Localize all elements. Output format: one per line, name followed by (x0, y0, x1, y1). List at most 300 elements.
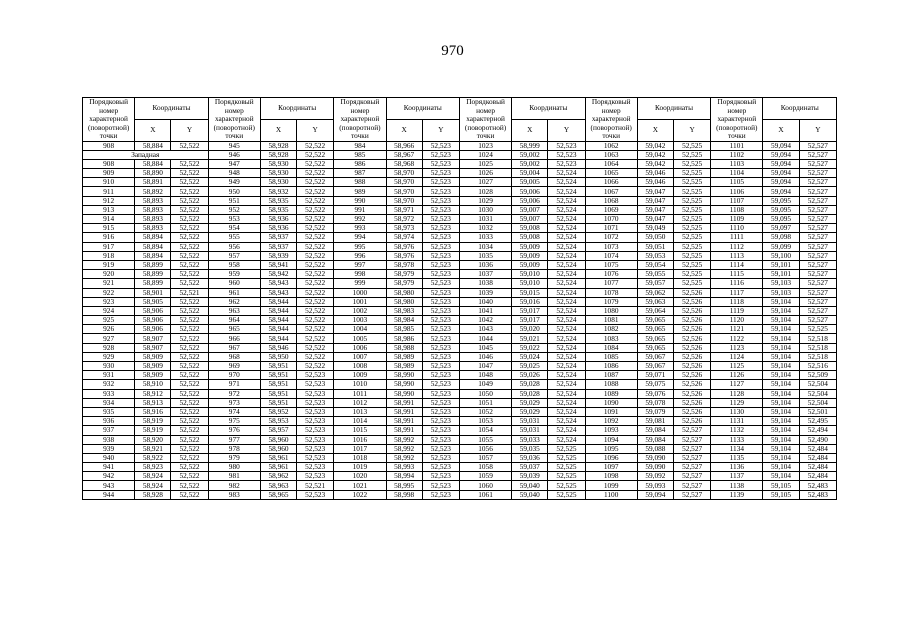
point-number-cell: 1112 (711, 242, 763, 251)
point-number-cell: 1026 (459, 169, 511, 178)
y-cell: 52,522 (297, 279, 334, 288)
y-cell: 52,526 (674, 362, 711, 371)
y-cell: 52,523 (297, 417, 334, 426)
y-cell: 52,518 (799, 352, 836, 361)
point-number-cell: 1079 (585, 297, 637, 306)
point-number-cell: 937 (83, 426, 135, 435)
x-cell: 58,985 (386, 325, 422, 334)
x-cell: 58,988 (386, 343, 422, 352)
y-cell: 52,527 (799, 178, 836, 187)
y-cell: 52,484 (799, 463, 836, 472)
y-cell: 52,523 (422, 316, 459, 325)
y-cell: 52,522 (171, 371, 208, 380)
point-number-cell: 1041 (459, 306, 511, 315)
y-cell: 52,522 (171, 407, 208, 416)
point-number-cell: 944 (83, 490, 135, 499)
y-cell: 52,524 (548, 242, 585, 251)
y-cell: 52,527 (799, 279, 836, 288)
y-cell: 52,523 (422, 481, 459, 490)
point-number-cell: 1069 (585, 205, 637, 214)
point-number-cell: 980 (208, 463, 260, 472)
y-cell: 52,522 (297, 141, 334, 150)
y-cell: 52,527 (674, 481, 711, 490)
y-cell: 52,524 (548, 380, 585, 389)
y-cell: 52,522 (171, 316, 208, 325)
point-number-cell: 942 (83, 472, 135, 481)
y-cell: 52,523 (297, 389, 334, 398)
y-cell: 52,527 (799, 251, 836, 260)
y-cell: 52,523 (297, 453, 334, 462)
x-cell: 58,998 (386, 490, 422, 499)
point-number-cell: 1138 (711, 481, 763, 490)
y-cell: 52,526 (674, 407, 711, 416)
y-cell: 52,527 (799, 306, 836, 315)
y-cell: 52,525 (674, 187, 711, 196)
x-cell: 58,971 (386, 205, 422, 214)
x-cell: 58,980 (386, 297, 422, 306)
x-cell: 58,910 (135, 380, 171, 389)
y-cell: 52,525 (674, 169, 711, 178)
x-cell: 58,930 (260, 178, 296, 187)
y-cell: 52,522 (171, 352, 208, 361)
header-x: X (637, 119, 673, 141)
point-number-cell: 965 (208, 325, 260, 334)
y-cell: 52,525 (674, 233, 711, 242)
point-number-cell: 1006 (334, 343, 386, 352)
point-number-cell: 1107 (711, 196, 763, 205)
x-cell: 58,967 (386, 150, 422, 159)
y-cell: 52,526 (674, 380, 711, 389)
x-cell: 58,930 (260, 169, 296, 178)
point-number-cell: 1047 (459, 362, 511, 371)
y-cell: 52,522 (297, 260, 334, 269)
y-cell: 52,522 (171, 334, 208, 343)
x-cell: 59,042 (637, 141, 673, 150)
x-cell: 59,051 (637, 242, 673, 251)
x-cell: 59,037 (512, 463, 548, 472)
point-number-cell: 975 (208, 417, 260, 426)
header-coordinates: Координаты (512, 98, 585, 120)
x-cell: 58,999 (512, 141, 548, 150)
y-cell: 52,522 (171, 178, 208, 187)
x-cell: 59,104 (763, 463, 799, 472)
header-point-number: Порядковый номер характерной (поворотной) точки (459, 98, 511, 142)
point-number-cell: 909 (83, 169, 135, 178)
y-cell: 52,523 (422, 306, 459, 315)
point-number-cell: 1135 (711, 453, 763, 462)
point-number-cell: 1071 (585, 224, 637, 233)
point-number-cell: 1053 (459, 417, 511, 426)
point-number-cell: 941 (83, 463, 135, 472)
point-number-cell: 1096 (585, 453, 637, 462)
y-cell: 52,523 (422, 389, 459, 398)
point-number-cell: 990 (334, 196, 386, 205)
table-row (83, 490, 837, 499)
x-cell: 58,930 (260, 159, 296, 168)
point-number-cell: 1002 (334, 306, 386, 315)
x-cell: 58,923 (135, 463, 171, 472)
y-cell: 52,522 (171, 343, 208, 352)
point-number-cell: 998 (334, 270, 386, 279)
point-number-cell: 1099 (585, 481, 637, 490)
y-cell: 52,522 (297, 205, 334, 214)
point-number-cell: 1101 (711, 141, 763, 150)
x-cell: 59,104 (763, 407, 799, 416)
header-point-number: Порядковый номер характерной (поворотной) точки (711, 98, 763, 142)
x-cell: 58,921 (135, 444, 171, 453)
y-cell: 52,527 (799, 260, 836, 269)
point-number-cell: 1110 (711, 224, 763, 233)
x-cell: 59,065 (637, 334, 673, 343)
point-number-cell: 1063 (585, 150, 637, 159)
point-number-cell: 1130 (711, 407, 763, 416)
x-cell: 58,992 (386, 453, 422, 462)
point-number-cell: 988 (334, 178, 386, 187)
x-cell: 58,989 (386, 352, 422, 361)
point-number-cell: 1121 (711, 325, 763, 334)
y-cell: 52,523 (422, 279, 459, 288)
point-number-cell: 1097 (585, 463, 637, 472)
point-number-cell: 1068 (585, 196, 637, 205)
x-cell: 59,024 (512, 352, 548, 361)
table-row (83, 297, 837, 306)
x-cell: 58,899 (135, 270, 171, 279)
y-cell: 52,524 (548, 288, 585, 297)
y-cell: 52,526 (674, 343, 711, 352)
point-number-cell: 924 (83, 306, 135, 315)
y-cell: 52,523 (297, 380, 334, 389)
y-cell: 52,522 (171, 233, 208, 242)
x-cell: 58,989 (386, 362, 422, 371)
point-number-cell: 1012 (334, 398, 386, 407)
x-cell: 59,104 (763, 435, 799, 444)
y-cell: 52,523 (422, 417, 459, 426)
point-number-cell: 955 (208, 233, 260, 242)
x-cell: 58,963 (260, 481, 296, 490)
x-cell: 58,951 (260, 398, 296, 407)
point-number-cell: 960 (208, 279, 260, 288)
x-cell: 58,905 (135, 297, 171, 306)
y-cell: 52,525 (674, 196, 711, 205)
point-number-cell: 914 (83, 215, 135, 224)
x-cell: 58,976 (386, 242, 422, 251)
x-cell: 59,105 (763, 490, 799, 499)
point-number-cell: 916 (83, 233, 135, 242)
point-number-cell: 1029 (459, 196, 511, 205)
point-number-cell: 963 (208, 306, 260, 315)
point-number-cell: 967 (208, 343, 260, 352)
y-cell: 52,522 (171, 444, 208, 453)
x-cell: 59,009 (512, 242, 548, 251)
table-row (83, 334, 837, 343)
point-number-cell: 994 (334, 233, 386, 242)
x-cell: 58,990 (386, 389, 422, 398)
y-cell: 52,525 (674, 215, 711, 224)
x-cell: 59,097 (763, 224, 799, 233)
point-number-cell: 999 (334, 279, 386, 288)
y-cell: 52,523 (548, 150, 585, 159)
y-cell: 52,522 (297, 316, 334, 325)
y-cell: 52,522 (171, 325, 208, 334)
x-cell: 59,100 (763, 251, 799, 260)
y-cell: 52,527 (674, 472, 711, 481)
x-cell: 59,029 (512, 398, 548, 407)
point-number-cell: 1059 (459, 472, 511, 481)
point-number-cell: 1021 (334, 481, 386, 490)
header-x: X (135, 119, 171, 141)
y-cell: 52,523 (297, 444, 334, 453)
y-cell: 52,522 (171, 472, 208, 481)
x-cell: 59,104 (763, 352, 799, 361)
y-cell: 52,526 (674, 389, 711, 398)
point-number-cell: 1000 (334, 288, 386, 297)
table-row (83, 453, 837, 462)
x-cell: 58,916 (135, 407, 171, 416)
header-y: Y (171, 119, 208, 141)
x-cell: 59,063 (637, 297, 673, 306)
point-number-cell: 913 (83, 205, 135, 214)
table-row (83, 141, 837, 150)
x-cell: 59,047 (637, 196, 673, 205)
x-cell: 59,047 (637, 205, 673, 214)
point-number-cell: 1085 (585, 352, 637, 361)
point-number-cell: 950 (208, 187, 260, 196)
y-cell: 52,483 (799, 490, 836, 499)
point-number-cell: 946 (208, 150, 260, 159)
x-cell: 59,008 (512, 233, 548, 242)
y-cell: 52,524 (548, 297, 585, 306)
y-cell: 52,525 (674, 141, 711, 150)
x-cell: 58,944 (260, 306, 296, 315)
table-row (83, 444, 837, 453)
y-cell: 52,523 (422, 159, 459, 168)
x-cell: 59,039 (512, 472, 548, 481)
point-number-cell: 1032 (459, 224, 511, 233)
y-cell: 52,494 (799, 426, 836, 435)
point-number-cell: 1019 (334, 463, 386, 472)
y-cell: 52,525 (674, 242, 711, 251)
x-cell: 59,004 (512, 169, 548, 178)
point-number-cell: 1051 (459, 398, 511, 407)
y-cell: 52,523 (422, 187, 459, 196)
header-y: Y (799, 119, 836, 141)
y-cell: 52,522 (171, 362, 208, 371)
x-cell: 59,040 (512, 481, 548, 490)
y-cell: 52,522 (171, 426, 208, 435)
point-number-cell: 991 (334, 205, 386, 214)
y-cell: 52,527 (799, 224, 836, 233)
point-number-cell: 985 (334, 150, 386, 159)
x-cell: 59,104 (763, 297, 799, 306)
x-cell: 59,053 (637, 251, 673, 260)
x-cell: 59,075 (637, 380, 673, 389)
y-cell: 52,522 (171, 380, 208, 389)
point-number-cell: 982 (208, 481, 260, 490)
point-number-cell: 936 (83, 417, 135, 426)
y-cell: 52,522 (171, 389, 208, 398)
point-number-cell: 1077 (585, 279, 637, 288)
y-cell: 52,525 (674, 159, 711, 168)
x-cell: 58,986 (386, 334, 422, 343)
x-cell: 59,079 (637, 407, 673, 416)
y-cell: 52,522 (297, 251, 334, 260)
y-cell: 52,527 (799, 316, 836, 325)
y-cell: 52,524 (548, 251, 585, 260)
point-number-cell: 931 (83, 371, 135, 380)
y-cell: 52,523 (422, 362, 459, 371)
point-number-cell: 1016 (334, 435, 386, 444)
point-number-cell: 1061 (459, 490, 511, 499)
y-cell: 52,522 (171, 417, 208, 426)
y-cell: 52,525 (548, 453, 585, 462)
x-cell: 58,993 (386, 463, 422, 472)
header-point-number: Порядковый номер характерной (поворотной) точки (208, 98, 260, 142)
x-cell: 58,984 (386, 316, 422, 325)
x-cell: 59,094 (763, 150, 799, 159)
x-cell: 59,105 (763, 481, 799, 490)
point-number-cell: 1120 (711, 316, 763, 325)
x-cell: 59,042 (637, 159, 673, 168)
point-number-cell: 995 (334, 242, 386, 251)
x-cell: 59,017 (512, 306, 548, 315)
point-number-cell: 954 (208, 224, 260, 233)
point-number-cell: 989 (334, 187, 386, 196)
table-row (83, 270, 837, 279)
y-cell: 52,523 (297, 472, 334, 481)
page-number: 970 (441, 43, 464, 59)
x-cell: 59,002 (512, 150, 548, 159)
x-cell: 58,893 (135, 224, 171, 233)
point-number-cell: 997 (334, 260, 386, 269)
point-number-cell: 1070 (585, 215, 637, 224)
y-cell: 52,524 (548, 389, 585, 398)
x-cell: 58,936 (260, 224, 296, 233)
point-number-cell: 1137 (711, 472, 763, 481)
y-cell: 52,524 (548, 224, 585, 233)
point-number-cell: 1014 (334, 417, 386, 426)
y-cell: 52,504 (799, 398, 836, 407)
y-cell: 52,522 (171, 169, 208, 178)
x-cell: 58,935 (260, 196, 296, 205)
x-cell: 58,932 (260, 187, 296, 196)
point-number-cell: 1023 (459, 141, 511, 150)
point-number-cell: 1015 (334, 426, 386, 435)
y-cell: 52,522 (297, 233, 334, 242)
y-cell: 52,523 (422, 325, 459, 334)
y-cell: 52,522 (297, 224, 334, 233)
y-cell: 52,526 (674, 371, 711, 380)
point-number-cell: 947 (208, 159, 260, 168)
x-cell: 58,952 (260, 407, 296, 416)
point-number-cell: 908 (83, 159, 135, 168)
point-number-cell: 1123 (711, 343, 763, 352)
y-cell: 52,526 (674, 288, 711, 297)
y-cell: 52,523 (422, 398, 459, 407)
point-number-cell: 1084 (585, 343, 637, 352)
point-number-cell: 1017 (334, 444, 386, 453)
y-cell: 52,522 (297, 334, 334, 343)
table-row (83, 150, 837, 159)
y-cell: 52,524 (548, 279, 585, 288)
point-number-cell: 1007 (334, 352, 386, 361)
x-cell: 59,064 (637, 306, 673, 315)
x-cell: 59,017 (512, 316, 548, 325)
point-number-cell: 1105 (711, 178, 763, 187)
point-number-cell: 1124 (711, 352, 763, 361)
y-cell: 52,484 (799, 453, 836, 462)
point-number-cell: 1008 (334, 362, 386, 371)
point-number-cell: 1100 (585, 490, 637, 499)
x-cell: 58,951 (260, 380, 296, 389)
table-row (83, 205, 837, 214)
point-number-cell: 945 (208, 141, 260, 150)
point-number-cell: 1045 (459, 343, 511, 352)
point-number-cell: 1139 (711, 490, 763, 499)
y-cell: 52,484 (799, 472, 836, 481)
x-cell: 58,909 (135, 362, 171, 371)
x-cell: 59,104 (763, 316, 799, 325)
point-number-cell: 1046 (459, 352, 511, 361)
point-number-cell: 911 (83, 187, 135, 196)
y-cell: 52,522 (171, 398, 208, 407)
x-cell: 58,965 (260, 490, 296, 499)
y-cell: 52,524 (548, 316, 585, 325)
y-cell: 52,523 (548, 141, 585, 150)
x-cell: 59,065 (637, 316, 673, 325)
table-row (83, 352, 837, 361)
y-cell: 52,523 (422, 426, 459, 435)
point-number-cell: 1033 (459, 233, 511, 242)
point-number-cell: 1009 (334, 371, 386, 380)
point-number-cell: 1102 (711, 150, 763, 159)
point-number-cell: 1115 (711, 270, 763, 279)
y-cell: 52,523 (422, 270, 459, 279)
table-row (83, 187, 837, 196)
y-cell: 52,524 (548, 270, 585, 279)
y-cell: 52,518 (799, 334, 836, 343)
point-number-cell: 1116 (711, 279, 763, 288)
point-number-cell: 961 (208, 288, 260, 297)
y-cell: 52,524 (548, 169, 585, 178)
x-cell: 58,944 (260, 334, 296, 343)
point-number-cell: 1001 (334, 297, 386, 306)
y-cell: 52,524 (548, 187, 585, 196)
y-cell: 52,525 (548, 472, 585, 481)
point-number-cell: 962 (208, 297, 260, 306)
y-cell: 52,523 (422, 141, 459, 150)
point-number-cell: 1087 (585, 371, 637, 380)
point-number-cell: 925 (83, 316, 135, 325)
x-cell: 58,936 (260, 215, 296, 224)
y-cell: 52,522 (297, 150, 334, 159)
y-cell: 52,525 (674, 270, 711, 279)
y-cell: 52,523 (422, 380, 459, 389)
point-number-cell: 912 (83, 196, 135, 205)
point-number-cell: 1052 (459, 407, 511, 416)
point-number-cell: 1004 (334, 325, 386, 334)
x-cell: 59,076 (637, 389, 673, 398)
y-cell: 52,523 (422, 435, 459, 444)
y-cell: 52,484 (799, 444, 836, 453)
y-cell: 52,527 (799, 288, 836, 297)
x-cell: 59,101 (763, 260, 799, 269)
y-cell: 52,527 (674, 435, 711, 444)
x-cell: 58,970 (386, 187, 422, 196)
point-number-cell: 919 (83, 260, 135, 269)
point-number-cell: 958 (208, 260, 260, 269)
x-cell: 58,991 (386, 426, 422, 435)
x-cell: 58,972 (386, 215, 422, 224)
